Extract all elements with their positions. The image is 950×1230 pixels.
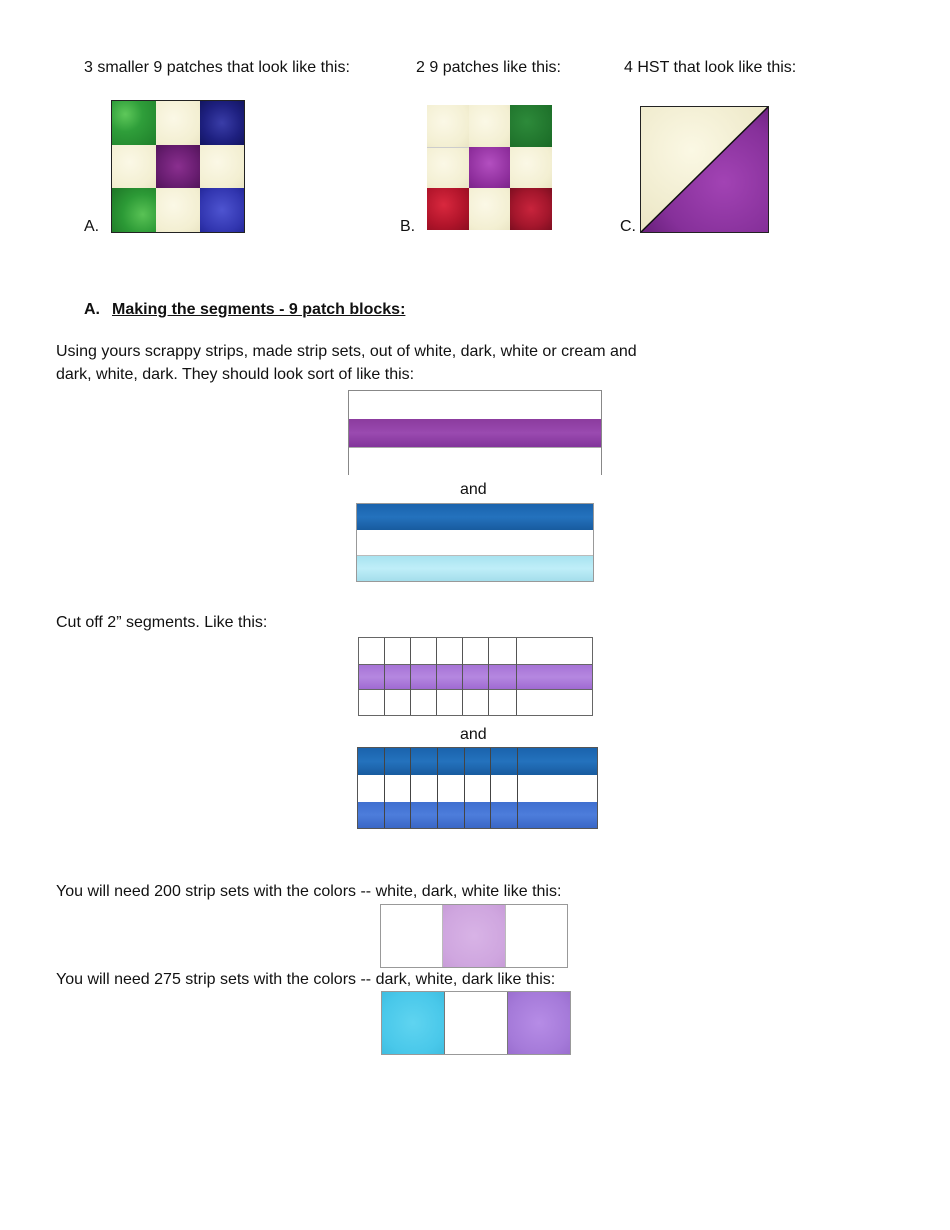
square-lavender bbox=[508, 992, 570, 1054]
intro-line-1: Using yours scrappy strips, made strip sets, out of white, dark, white or cream and bbox=[56, 343, 637, 360]
header-nine-patch: 2 9 patches like this: bbox=[416, 59, 561, 76]
cut-line bbox=[462, 638, 463, 715]
and-label-1: and bbox=[460, 481, 487, 498]
square-lilac bbox=[442, 905, 505, 967]
need-275-text: You will need 275 strip sets with the colors -- dark, white, dark like this: bbox=[56, 971, 556, 988]
header-hst: 4 HST that look like this: bbox=[624, 59, 797, 76]
strip-blue bbox=[357, 504, 593, 530]
figure-label-a: A. bbox=[84, 218, 100, 235]
cut-line bbox=[488, 638, 489, 715]
patch-cream bbox=[469, 188, 511, 230]
strip-blue bbox=[358, 748, 597, 775]
patch-purple bbox=[469, 147, 511, 189]
cut-segments-text: Cut off 2” segments. Like this: bbox=[56, 614, 268, 631]
cut-line bbox=[436, 638, 437, 715]
strip-purple bbox=[349, 419, 601, 447]
patch-cream bbox=[200, 145, 244, 189]
patch-purple bbox=[156, 145, 200, 189]
nine-patch-block-a bbox=[111, 100, 245, 233]
figure-label-b: B. bbox=[400, 218, 416, 235]
patch-cream bbox=[469, 105, 511, 147]
patch-blue bbox=[200, 188, 244, 232]
strip-light-blue bbox=[357, 556, 593, 581]
segment-dark-white-dark bbox=[381, 991, 571, 1055]
cut-line bbox=[410, 748, 411, 828]
strip-set-blue bbox=[356, 503, 594, 582]
square-white bbox=[444, 992, 508, 1054]
intro-line-2: dark, white, dark. They should look sort of like this: bbox=[56, 366, 415, 383]
cut-line bbox=[517, 748, 518, 828]
figure-label-c: C. bbox=[620, 218, 636, 235]
patch-red bbox=[427, 188, 469, 230]
cut-line bbox=[464, 748, 465, 828]
strip-white bbox=[358, 775, 597, 802]
cut-line bbox=[384, 748, 385, 828]
strip-white bbox=[349, 391, 601, 419]
square-white bbox=[506, 905, 567, 967]
patch-cream bbox=[156, 101, 200, 145]
patch-cream bbox=[510, 147, 552, 189]
cut-line bbox=[490, 748, 491, 828]
section-title: Making the segments - 9 patch blocks: bbox=[112, 301, 406, 318]
strip-lavender bbox=[359, 664, 592, 690]
cut-line bbox=[410, 638, 411, 715]
patch-cream bbox=[156, 188, 200, 232]
cut-line bbox=[516, 638, 517, 715]
cut-line bbox=[384, 638, 385, 715]
square-white bbox=[381, 905, 442, 967]
patch-green bbox=[112, 101, 156, 145]
patch-green bbox=[510, 105, 552, 147]
strip-set-purple bbox=[348, 390, 602, 475]
nine-patch-block-b bbox=[427, 105, 552, 230]
cut-line bbox=[437, 748, 438, 828]
strip-white bbox=[359, 690, 592, 715]
square-cyan bbox=[382, 992, 444, 1054]
segment-white-dark-white bbox=[380, 904, 568, 968]
header-nine-patch-small: 3 smaller 9 patches that look like this: bbox=[84, 59, 350, 76]
strip-medium-blue bbox=[358, 802, 597, 828]
strip-white bbox=[349, 447, 601, 475]
strip-white bbox=[357, 530, 593, 556]
patch-red bbox=[510, 188, 552, 230]
patch-navy bbox=[200, 101, 244, 145]
section-number: A. bbox=[84, 301, 100, 318]
patch-green bbox=[112, 188, 156, 232]
strip-white bbox=[359, 638, 592, 664]
patch-cream bbox=[112, 145, 156, 189]
cut-strip-set-lavender bbox=[358, 637, 593, 716]
patch-cream bbox=[427, 147, 469, 189]
and-label-2: and bbox=[460, 726, 487, 743]
cut-strip-set-blue bbox=[357, 747, 598, 829]
patch-cream bbox=[427, 105, 469, 147]
need-200-text: You will need 200 strip sets with the colors -- white, dark, white like this: bbox=[56, 883, 562, 900]
hst-block bbox=[640, 106, 769, 233]
